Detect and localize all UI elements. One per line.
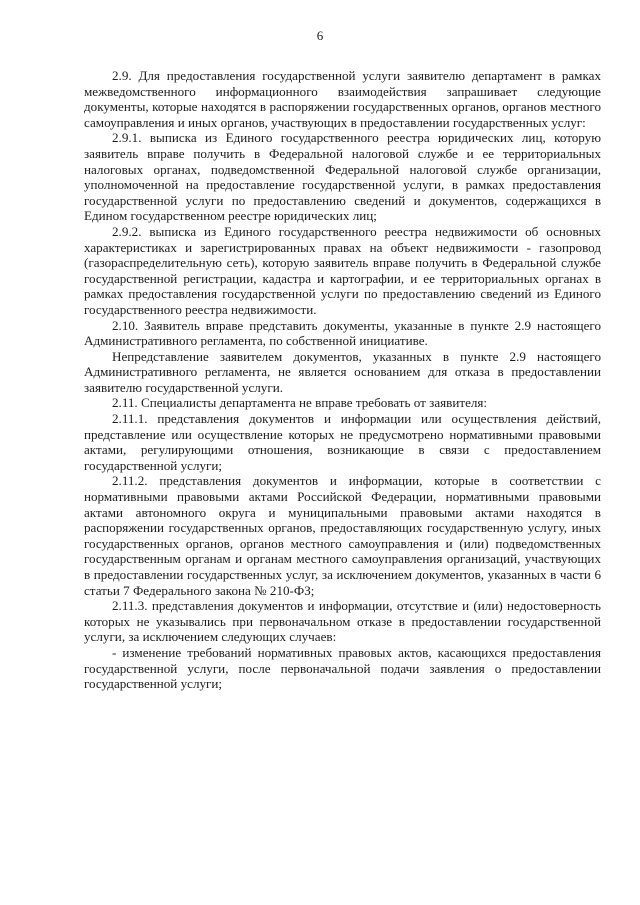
paragraph-2-9-1: 2.9.1. выписка из Единого государственного реестра юридических лиц, которую заявитель вправе получить в Федеральной налоговой службе и ее территориальных налоговых органах, подведомственной Федеральной налоговой службе организации, уполномоченной на предоставление государственной услуги, в рамках предоставления государственной услуги по предоставлению сведений и документов, содержащихся в Едином государственном реестре юридических лиц; [84,130,601,224]
paragraph-list-item: - изменение требований нормативных правовых актов, касающихся предоставления государственной услуги, после первоначальной подачи заявления о предоставлении государственной услуги; [84,644,601,692]
paragraph-2-11-1: 2.11.1. представления документов и информации или осуществления действий, представление или осуществление которых не предусмотрено нормативными правовыми актами, регулирующими отношения, возникающие в связи с предоставлением государственной услуги; [84,411,601,473]
paragraph-2-11: 2.11. Специалисты департамента не вправе требовать от заявителя: [112,395,488,411]
paragraph-2-9: 2.9. Для предоставления государственной услуги заявителю департамент в рамках межведомственного информационного взаимодействия запрашивает следующие документы, которые находятся в распоряжении государственных органов, органов местного самоуправления и иных органов, участвующих в предоставлении государственных услуг: [84,68,601,130]
paragraph-2-11-2: 2.11.2. представления документов и информации, которые в соответствии с нормативными правовыми актами Российской Федерации, нормативными правовыми актами автономного округа и муниципальными правовыми актами находятся в распоряжении государственных органов, предоставляющих государственную услугу, иных государственных органов, органов местного самоуправления и (или) подведомственных государственным органам и органам местного самоуправления организаций, участвующих в предоставлении государственных услуг, за исключением документов, указанных в части 6 статьи 7 Федерального закона № 210-ФЗ; [84,473,601,598]
paragraph-2-9-2: 2.9.2. выписка из Единого государственного реестра недвижимости об основных характеристиках и зарегистрированных правах на объект недвижимости - газопровод (газораспределительную сеть), которую заявитель вправе получить в Федеральной службе государственной регистрации, кадастра и картографии, и ее территориальных органах в рамках предоставления государственной услуги по предоставлению сведений из Единого государственного реестра недвижимости. [84,223,601,317]
paragraph-2-11-3: 2.11.3. представления документов и информации, отсутствие и (или) недостоверность которых не указывались при первоначальном отказе в предоставлении государственной услуги, за исключением следующих случаев: [84,598,601,645]
page-number: 6 [316,28,324,43]
paragraph-2-10-continued: Непредставление заявителем документов, указанных в пункте 2.9 настоящего Административного регламента, не является основанием для отказа в предоставлении заявителю государственной услуги. [84,348,601,395]
document-body [84,68,601,692]
paragraph-2-10: 2.10. Заявитель вправе представить документы, указанные в пункте 2.9 настоящего Административного регламента, по собственной инициативе. [84,317,601,349]
